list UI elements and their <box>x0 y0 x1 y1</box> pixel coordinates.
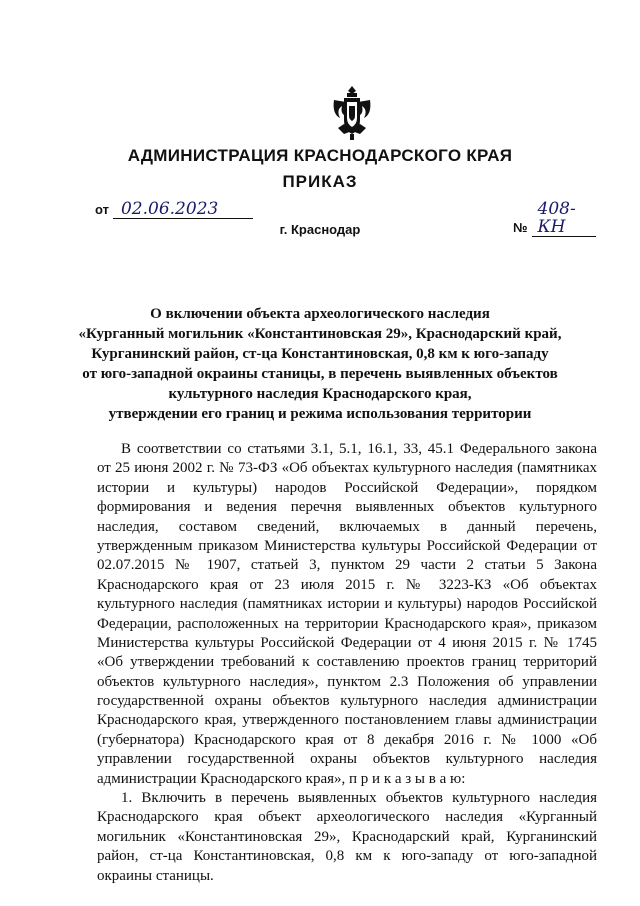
body-line: окраины станицы. <box>97 867 214 884</box>
title-line: культурного наследия Краснодарского края, <box>168 386 472 402</box>
body-line: Министерства культуры Российской Федерации от 4 июня 2015 г. № 1745 <box>97 634 597 651</box>
document-body <box>97 440 597 886</box>
body-line: Краснодарского края от 23 июля 2015 г. № 3223-КЗ «Об объектах <box>97 576 597 593</box>
city: г. Краснодар <box>279 222 361 237</box>
date-field <box>95 200 253 219</box>
title-line: О включении объекта археологического наследия <box>150 306 490 322</box>
body-line: «Об утверждении требований к составлению проектов границ территорий <box>97 654 597 671</box>
title-line: Курганинский район, ст-ца Константиновская, 0,8 км к юго-западу <box>91 346 549 362</box>
document-title <box>60 304 580 424</box>
body-line: В соответствии со статьями 3.1, 5.1, 16.1, 33, 45.1 Федерального закона <box>121 441 597 457</box>
body-line: 02.07.2015 № 1907, статьей 3, пунктом 29 части 2 статьи 5 Закона <box>97 557 597 574</box>
body-line: культурного наследия (памятниках истории и культуры) народов Российской <box>97 596 597 613</box>
date-value: 02.06.2023 <box>113 200 253 219</box>
body-line: (губернатора) Краснодарского края от 8 декабря 2016 г. № 1000 «Об <box>97 731 597 748</box>
coat-of-arms-icon <box>330 84 374 142</box>
body-line: Федерации, расположенных на территории Краснодарского края», приказом <box>97 615 597 632</box>
organization-name: АДМИНИСТРАЦИЯ КРАСНОДАРСКОГО КРАЯ <box>127 146 513 165</box>
body-line: Краснодарского края объект археологического наследия «Курганный <box>97 809 597 826</box>
body-line: государственной охраны объектов культурного наследия администрации <box>97 693 597 710</box>
document-type: ПРИКАЗ <box>282 172 358 191</box>
body-line: утвержденным приказом Министерства культуры Российской Федерации от <box>97 537 597 554</box>
body-line: управлении государственной охраны объектов культурного наследия <box>97 751 597 768</box>
body-line: объектов культурного наследия», пунктом 2.3 Положения об управлении <box>97 673 597 690</box>
number-value: 408-КН <box>532 200 596 237</box>
number-prefix: № <box>513 220 528 235</box>
body-line: могильник «Константиновская 29», Краснодарский край, Курганинский <box>97 828 597 845</box>
body-line: Краснодарского края, утвержденного постановлением главы администрации <box>97 712 597 729</box>
title-line: утверждении его границ и режима использования территории <box>108 406 532 422</box>
date-prefix: от <box>95 202 109 217</box>
body-line: 1. Включить в перечень выявленных объектов культурного наследия <box>121 790 597 807</box>
title-line: от юго-западной окраины станицы, в перечень выявленных объектов <box>82 366 558 382</box>
body-line: район, ст-ца Константиновская, 0,8 км к юго-западу от юго-западной <box>97 848 597 865</box>
body-line: истории и культуры) народов Российской Федерации», порядком <box>97 479 597 496</box>
body-line: от 25 июня 2002 г. № 73-ФЗ «Об объектах культурного наследия (памятниках <box>97 460 597 477</box>
title-line: «Курганный могильник «Константиновская 29», Краснодарский край, <box>78 326 562 342</box>
body-line: администрации Краснодарского края», п р и к а з ы в а ю: <box>97 770 466 787</box>
body-line: формирования и ведения перечня выявленных объектов культурного <box>97 499 597 516</box>
body-line: наследия, составом сведений, включаемых в данный перечень, <box>97 518 597 535</box>
